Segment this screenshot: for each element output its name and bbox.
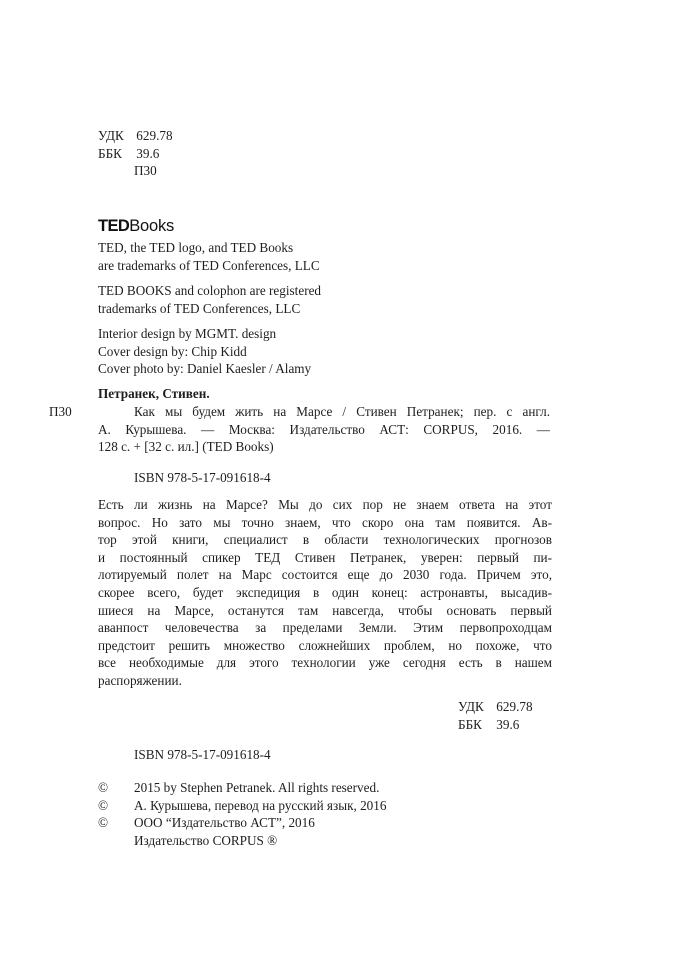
annotation-line: вопрос. Но зато мы точно знаем, что скоро она там появится. Ав- (98, 514, 552, 530)
cover-photo-credit: Cover photo by: Daniel Kaesler / Alamy (98, 361, 312, 377)
udk-row (98, 127, 173, 145)
udk-label: УДК (98, 128, 124, 143)
classification-top (98, 127, 173, 180)
bbk-value: 39.6 (136, 145, 160, 161)
annotation-line: лотируемый полет на Марс состоится еще до 2030 года. Причем это, (98, 567, 552, 583)
classification-bottom (458, 698, 533, 733)
annotation-paragraph (98, 496, 552, 690)
udk-value: 629.78 (136, 128, 173, 143)
udk-label-bottom: УДК (458, 699, 484, 714)
trademark-notice-1 (98, 239, 320, 274)
copyright-icon: © (98, 797, 109, 813)
record-line-2 (98, 421, 550, 439)
trademark-notice-2 (98, 282, 321, 317)
record-line-2-text: А. Курышева. — Москва: Издательство АСТ: CORPUS, 2016. — (98, 421, 550, 437)
record-line-1-text: Как мы будем жить на Марсе / Стивен Петранек; пер. с англ. (134, 404, 550, 419)
trademark-line-2: are trademarks of TED Conferences, LLC (98, 257, 320, 273)
record-author: Петранек, Стивен. (98, 386, 210, 401)
bbk-label: ББК (98, 145, 122, 161)
isbn-bottom: ISBN 978-5-17-091618-4 (134, 747, 271, 762)
udk-value-bottom: 629.78 (496, 699, 533, 714)
annotation-line: Есть ли жизнь на Марсе? Мы до сих пор не знаем ответа на этот (98, 497, 552, 512)
trademark-line-1: TED, the TED logo, and TED Books (98, 240, 294, 255)
annotation-line: распоряжении. (98, 672, 182, 688)
trademark-line-3: TED BOOKS and colophon are registered (98, 283, 322, 298)
isbn-top: ISBN 978-5-17-091618-4 (134, 470, 271, 485)
logo-books: Books (129, 217, 175, 235)
design-credits (98, 325, 311, 378)
copyright-icon: © (98, 815, 109, 831)
annotation-line: тор этой книги, специалист в области технологических прогнозов (98, 532, 552, 548)
bbk-label-bottom: ББК (458, 716, 482, 732)
trademark-line-4: trademarks of TED Conferences, LLC (98, 300, 301, 316)
author-mark: П30 (134, 163, 157, 179)
bbk-row (98, 145, 173, 163)
annotation-line: и постоянный спикер ТЕД Стивен Петранек, уверен: первый пи- (98, 549, 552, 565)
copyright-icon: © (98, 780, 109, 795)
record-side-mark: П30 (49, 404, 72, 419)
bbk-value-bottom: 39.6 (496, 716, 520, 732)
annotation-line: предстоит решить множество сложнейших проблем, но похоже, что (98, 637, 552, 653)
logo-ted: TED (98, 217, 130, 235)
record-line-1 (98, 403, 550, 421)
interior-design-credit: Interior design by MGMT. design (98, 326, 277, 341)
annotation-line: все необходимые для этого технологии уже сегодня есть в нашем (98, 655, 552, 671)
record-line-3: 128 с. + [32 с. ил.] (TED Books) (98, 439, 274, 455)
copyright-line-3: ООО “Издательство АСТ”, 2016 (134, 815, 315, 831)
cover-design-credit: Cover design by: Chip Kidd (98, 343, 247, 359)
publisher-line: Издательство CORPUS ® (134, 832, 278, 848)
ted-books-logo (98, 216, 174, 236)
bibliographic-record (98, 403, 550, 456)
udk-row-bottom (458, 698, 533, 716)
copyright-line-1: 2015 by Stephen Petranek. All rights reserved. (134, 780, 380, 795)
copyright-line-2: А. Курышева, перевод на русский язык, 2016 (134, 797, 387, 813)
annotation-line: скорее всего, будет экспедиция в один конец: астронавты, высадив- (98, 584, 552, 600)
annotation-line: аванпост человечества за пределами Земли. Этим первопроходцам (98, 620, 552, 636)
annotation-line: шиеся на Марсе, останутся там навсегда, чтобы основать первый (98, 602, 552, 618)
bbk-row-bottom (458, 716, 533, 734)
